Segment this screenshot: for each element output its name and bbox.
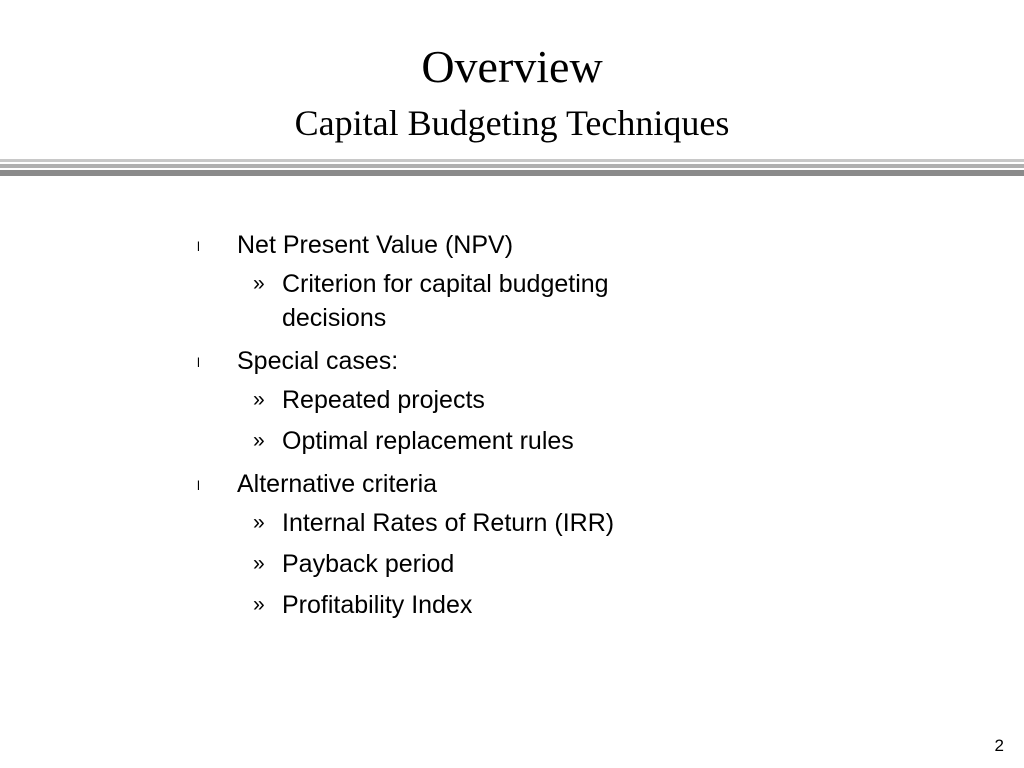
sub-bullet-text: Criterion for capital budgeting decisions <box>282 270 609 332</box>
bullet-marker: l <box>197 355 200 370</box>
sub-bullet-text: Payback period <box>282 550 455 578</box>
bullet-item <box>197 342 717 380</box>
bullet-text: Net Present Value (NPV) <box>237 231 514 259</box>
sub-bullet-marker: » <box>253 593 265 616</box>
sub-bullet-text: Repeated projects <box>282 386 485 414</box>
title-divider-thick <box>0 170 1024 176</box>
sub-bullet-text: Profitability Index <box>282 591 473 619</box>
sub-bullet-text: Internal Rates of Return (IRR) <box>282 509 615 537</box>
bullet-text: Special cases: <box>237 347 399 375</box>
sub-bullet-text: Optimal replacement rules <box>282 427 574 455</box>
sub-bullet-marker: » <box>253 552 265 575</box>
title-divider-medium <box>0 164 1024 168</box>
sub-bullet-item <box>197 588 717 622</box>
sub-bullet-item <box>197 424 717 458</box>
sub-bullet-item <box>197 267 717 335</box>
slide-title: Overview <box>421 41 603 92</box>
bullet-marker: l <box>197 478 200 493</box>
bullet-item <box>197 226 717 264</box>
sub-bullet-item <box>197 383 717 417</box>
slide-subtitle: Capital Budgeting Techniques <box>294 103 730 143</box>
title-divider-thin <box>0 159 1024 162</box>
bullet-list <box>197 226 717 629</box>
page-number: 2 <box>994 736 1004 755</box>
bullet-item <box>197 465 717 503</box>
sub-bullet-marker: » <box>253 388 265 411</box>
sub-bullet-marker: » <box>253 272 265 295</box>
sub-bullet-marker: » <box>253 511 265 534</box>
sub-bullet-marker: » <box>253 429 265 452</box>
bullet-text: Alternative criteria <box>237 470 438 498</box>
sub-bullet-item <box>197 506 717 540</box>
bullet-marker: l <box>197 239 200 254</box>
sub-bullet-item <box>197 547 717 581</box>
